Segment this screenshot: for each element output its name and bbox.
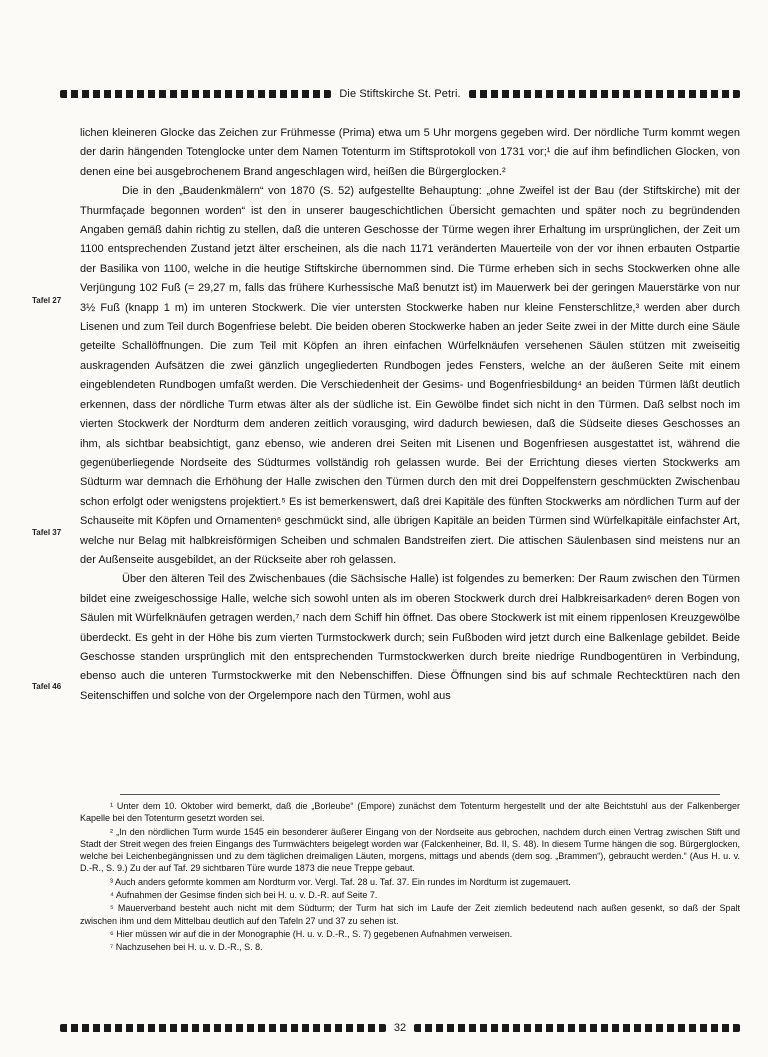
page-number: 32 bbox=[393, 1022, 407, 1034]
footnote-7: ⁷ Nachzusehen bei H. u. v. D.-R., S. 8. bbox=[110, 942, 263, 953]
footnotes bbox=[80, 800, 740, 955]
ornament-rule-left bbox=[60, 90, 331, 98]
running-head-title: Die Stiftskirche St. Petri. bbox=[339, 88, 461, 100]
footnote-divider bbox=[120, 794, 720, 795]
paragraph-2: Die in den „Baudenkmälern“ von 1870 (S. 52) aufgestellte Behauptung: „ohne Zweifel ist der Bau (der Stiftskirche) mit der Thurmfaçade begonnen worden“ ist den in unserer baugeschichtlichen Übersicht gemachten und später noch zu begründenden Angaben gemäß dahin richtig zu stellen, daß die unteren Geschosse der Türme wegen ihrer Erhaltung im ursprünglichen, der Zeit um 1100 entsprechenden Zustand jetzt älter erscheinen, als die nach 1171 veränderten Mauerteile von der vor ihnen erbauten Ostpartie der Basilika von 1100, welche in die heutige Stiftskirche übernommen sind. Die Türme erheben sich in sechs Stockwerken ohne alle Verjüngung 102 Fuß (= 29,27 m, falls das frühere Kurhessische Maß benutzt ist) im Mauerwerk bei der geringen Mauerstärke von nur 3½ Fuß (knapp 1 m) im unteren Stockwerk. Die vier untersten Stockwerke haben nur kleine Fensterschlitze,³ werden aber durch Lisenen und zum Teil durch Bogenfriese belebt. Die beiden oberen Stockwerke haben an jeder Seite zwei in der Mitte durch eine Säule geteilte Schallöffnungen. Die zum Teil mit Köpfen an ihren einfachen Würfelknäufen versehenen Säulen stützen mit zweiseitig auskragenden Aufsätzen die zwei gänzlich ungegliederten Rundbogen jedes Fensters, welche an der äußeren Seite mit einem eingeblendeten Rundbogen umfaßt werden. Die Verschiedenheit der Gesims- und Bogenfriesbildung⁴ an beiden Türmen läßt deutlich erkennen, dass der nördliche Turm etwas älter als der südliche ist. Ein Gewölbe findet sich nicht in den Türmen. Daß selbst noch im vierten Stockwerk der Nordturm dem anderen zeitlich vorausging, wird dadurch bewiesen, daß die Südseite dieses Geschosses an ihm, als sichtbar beabsichtigt, ganz ebenso, wie anderen drei Seiten mit Lisenen und Bogenfriesen ausgestattet ist, während die gegenüberliegende Nordseite des Südturmes vollständig roh gelassen wurde. Bei der Errichtung dieses vierten Stockwerks am Südturm war demnach die Erhöhung der Halle zwischen den Türmen durch den mit drei Doppelfenstern geschmückten Zwischenbau schon erfolgt oder wenigstens projektiert.⁵ Es ist bemerkenswert, daß drei Kapitäle des fünften Stockwerks am nördlichen Turm auf der Schauseite mit Köpfen und Ornamenten⁶ geschmückt sind, alle übrigen Kapitäle an beiden Türmen sind Würfelkapitäle einfachster Art, welche nur Belag mit halbkreisförmigen Scheiben und schmalen Bandstreifen ziert. Die attischen Säulenbasen sind meistens nur an der Außenseite ausgebildet, an der Rückseite aber roh gelassen. bbox=[80, 185, 740, 566]
footnote-5: ⁵ Mauerverband besteht auch nicht mit dem Südturm; der Turm hat sich im Laufe der Zeit ziemlich bedeutend nach außen gesenkt, so daß der Spalt zwischen ihm und dem Mittelbau deutlich auf den Tafeln 27 und 37 zu sehen ist. bbox=[80, 903, 740, 926]
footnote-4: ⁴ Aufnahmen der Gesimse finden sich bei H. u. v. D.-R. auf Seite 7. bbox=[110, 890, 378, 901]
ornament-rule-right bbox=[469, 90, 740, 98]
margin-note-tafel-46: Tafel 46 bbox=[32, 682, 62, 691]
ornament-rule-footer-right bbox=[414, 1024, 740, 1032]
footnote-3: ³ Auch anders geformte kommen am Nordturm vor. Vergl. Taf. 28 u. Taf. 37. Ein rundes im Nordturm ist zugemauert. bbox=[110, 876, 571, 887]
running-header bbox=[60, 86, 740, 102]
footnote-6: ⁶ Hier müssen wir auf die in der Monographie (H. u. v. D.-R., S. 7) gegebenen Aufnahmen verweisen. bbox=[110, 928, 513, 939]
footnote-2: ² „In den nördlichen Turm wurde 1545 ein besonderer äußerer Eingang von der Nordseite aus gebrochen, nachdem durch einen Vertrag zwischen Stift und Stadt der Streit wegen des freien Eingangs des Turmwächters beigelegt worden war (Falckenheiner, Bd. II, S. 48). In diesem Turme hängen die sog. Bürgerglocken, welche bei Leichenbegängnissen und zu dem täglichen dreimaligen Läuten, morgens, mittags und abends (dem sog. „Brammen“), gebraucht werden.“ (Aus H. u. v. D.-R., S. 9.) Zu der auf Taf. 29 sichtbaren Türe wurde 1873 die neue Treppe gebaut. bbox=[80, 826, 740, 874]
paragraph-3: Über den älteren Teil des Zwischenbaues (die Sächsische Halle) ist folgendes zu bemerken: Der Raum zwischen den Türmen bildet eine zweigeschossige Halle, welche sich sowohl unten als im oberen Stockwerk durch drei Halbkreisarkaden⁶ deren Bogen von Säulen mit Würfelknäufen getragen werden,⁷ nach dem Schiff hin öffnet. Das obere Stockwerk ist mit einem rippenlosen Kreuzgewölbe überdeckt. Es geht in der Höhe bis zum vierten Turmstockwerk durch; sein Fußboden wird jetzt durch eine Balkenlage gebildet. Beide Geschosse standen ursprünglich mit den entsprechenden Turmstockwerken durch breite niedrige Rundbogentüren in Verbindung, ebenso auch die unteren Turmstockwerke mit den Nebenschiffen. Diese Öffnungen sind bis auf schmale Rechtecktüren nach den Seitenschiffen und solche von der Orgelempore nach den Türmen, wohl aus bbox=[80, 573, 740, 702]
margin-note-tafel-37: Tafel 37 bbox=[32, 528, 62, 537]
margin-note-tafel-27: Tafel 27 bbox=[32, 296, 62, 305]
running-footer bbox=[60, 1020, 740, 1036]
paragraph-1: lichen kleineren Glocke das Zeichen zur Frühmesse (Prima) etwa um 5 Uhr morgens gegeben wird. Der nördliche Turm kommt wegen der darin hängenden Totenglocke unter dem Namen Totenturm im Stiftsprotokoll von 1731 vor;¹ die auf ihm befindlichen Glocken, von denen eine bei ausgebrochenem Brand angeschlagen wird, heißen die Bürgerglocken.² bbox=[80, 127, 740, 178]
body-text bbox=[80, 124, 740, 706]
ornament-rule-footer-left bbox=[60, 1024, 386, 1032]
footnote-1: ¹ Unter dem 10. Oktober wird bemerkt, daß die „Borleube“ (Empore) zunächst dem Totenturm hergestellt und der alte Beichtstuhl aus der Falkenberger Kapelle bei den Totenturm gesetzt worden sei. bbox=[80, 801, 740, 824]
